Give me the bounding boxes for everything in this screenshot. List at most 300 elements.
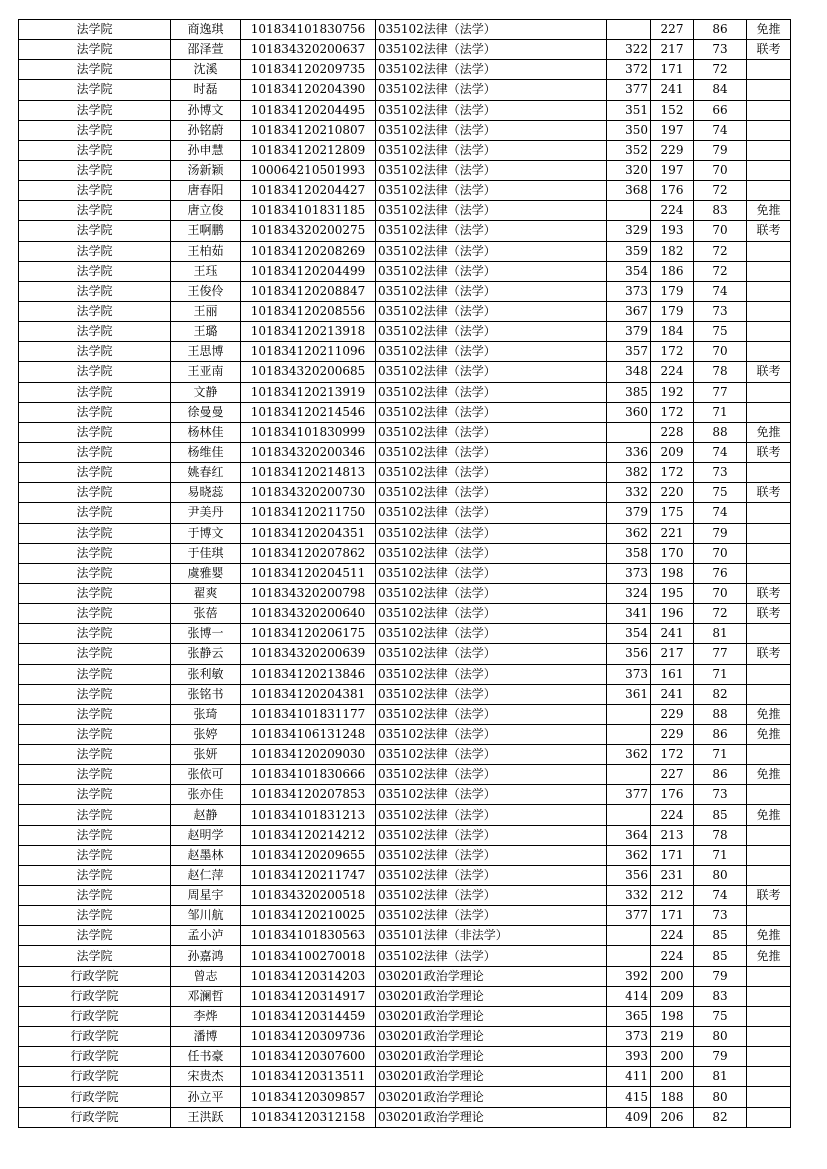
retest-score-cell: 171	[651, 845, 694, 865]
admission-type-cell	[747, 281, 791, 301]
admission-type-cell	[747, 745, 791, 765]
initial-score-cell: 356	[607, 865, 651, 885]
initial-score-cell: 365	[607, 1006, 651, 1026]
college-cell: 法学院	[19, 825, 171, 845]
table-row	[19, 906, 791, 926]
initial-score-cell: 373	[607, 281, 651, 301]
name-cell: 杨维佳	[171, 442, 241, 462]
initial-score-cell	[607, 926, 651, 946]
exam-id-cell: 101834120211096	[241, 342, 376, 362]
exam-id-cell: 101834120214546	[241, 402, 376, 422]
exam-id-cell: 101834120213919	[241, 382, 376, 402]
retest-score-cell: 224	[651, 926, 694, 946]
initial-score-cell	[607, 946, 651, 966]
major-cell: 035102法律（法学）	[376, 684, 607, 704]
table-row	[19, 120, 791, 140]
name-cell: 张妍	[171, 745, 241, 765]
admission-type-cell	[747, 60, 791, 80]
college-cell: 法学院	[19, 704, 171, 724]
table-row	[19, 1087, 791, 1107]
college-cell: 法学院	[19, 765, 171, 785]
major-cell: 035102法律（法学）	[376, 805, 607, 825]
college-cell: 法学院	[19, 543, 171, 563]
admission-type-cell	[747, 261, 791, 281]
retest-score-cell: 229	[651, 140, 694, 160]
initial-score-cell: 362	[607, 745, 651, 765]
retest-score-cell: 229	[651, 724, 694, 744]
name-cell: 孙申慧	[171, 140, 241, 160]
name-cell: 张婷	[171, 724, 241, 744]
table-row	[19, 181, 791, 201]
table-row	[19, 1047, 791, 1067]
college-cell: 法学院	[19, 845, 171, 865]
initial-score-cell	[607, 201, 651, 221]
name-cell: 商逸琪	[171, 20, 241, 40]
college-cell: 法学院	[19, 60, 171, 80]
initial-score-cell: 379	[607, 322, 651, 342]
college-cell: 法学院	[19, 281, 171, 301]
major-cell: 035102法律（法学）	[376, 160, 607, 180]
name-cell: 王思博	[171, 342, 241, 362]
retest-score-cell: 227	[651, 765, 694, 785]
retest-percent-cell: 84	[694, 80, 747, 100]
retest-score-cell: 197	[651, 160, 694, 180]
major-cell: 035102法律（法学）	[376, 402, 607, 422]
exam-id-cell: 101834101830756	[241, 20, 376, 40]
college-cell: 法学院	[19, 805, 171, 825]
retest-score-cell: 171	[651, 906, 694, 926]
retest-percent-cell: 79	[694, 966, 747, 986]
college-cell: 法学院	[19, 946, 171, 966]
major-cell: 035102法律（法学）	[376, 704, 607, 724]
retest-percent-cell: 83	[694, 986, 747, 1006]
table-row	[19, 80, 791, 100]
name-cell: 潘博	[171, 1027, 241, 1047]
major-cell: 035102法律（法学）	[376, 221, 607, 241]
initial-score-cell: 377	[607, 80, 651, 100]
table-row	[19, 644, 791, 664]
table-row	[19, 442, 791, 462]
major-cell: 035102法律（法学）	[376, 241, 607, 261]
exam-id-cell: 101834120212809	[241, 140, 376, 160]
college-cell: 法学院	[19, 503, 171, 523]
admission-type-cell	[747, 1087, 791, 1107]
retest-score-cell: 182	[651, 241, 694, 261]
name-cell: 曾志	[171, 966, 241, 986]
retest-percent-cell: 82	[694, 1107, 747, 1127]
college-cell: 法学院	[19, 140, 171, 160]
retest-percent-cell: 72	[694, 181, 747, 201]
table-row	[19, 966, 791, 986]
major-cell: 030201政治学理论	[376, 966, 607, 986]
retest-percent-cell: 78	[694, 825, 747, 845]
exam-id-cell: 100064210501993	[241, 160, 376, 180]
exam-id-cell: 101834320200518	[241, 886, 376, 906]
admission-type-cell: 联考	[747, 604, 791, 624]
name-cell: 赵墨林	[171, 845, 241, 865]
initial-score-cell: 352	[607, 140, 651, 160]
initial-score-cell: 379	[607, 503, 651, 523]
major-cell: 035102法律（法学）	[376, 100, 607, 120]
college-cell: 法学院	[19, 724, 171, 744]
initial-score-cell: 411	[607, 1067, 651, 1087]
college-cell: 法学院	[19, 221, 171, 241]
retest-score-cell: 241	[651, 624, 694, 644]
college-cell: 法学院	[19, 322, 171, 342]
college-cell: 法学院	[19, 442, 171, 462]
table-row	[19, 886, 791, 906]
retest-percent-cell: 71	[694, 845, 747, 865]
retest-percent-cell: 79	[694, 523, 747, 543]
major-cell: 035102法律（法学）	[376, 80, 607, 100]
retest-percent-cell: 73	[694, 40, 747, 60]
initial-score-cell: 359	[607, 241, 651, 261]
college-cell: 行政学院	[19, 1027, 171, 1047]
name-cell: 张琦	[171, 704, 241, 724]
exam-id-cell: 101834120208269	[241, 241, 376, 261]
exam-id-cell: 101834120309736	[241, 1027, 376, 1047]
name-cell: 杨林佳	[171, 422, 241, 442]
admission-type-cell	[747, 906, 791, 926]
college-cell: 法学院	[19, 342, 171, 362]
exam-id-cell: 101834120312158	[241, 1107, 376, 1127]
initial-score-cell: 336	[607, 442, 651, 462]
admission-type-cell	[747, 624, 791, 644]
admission-type-cell: 联考	[747, 644, 791, 664]
initial-score-cell: 354	[607, 624, 651, 644]
retest-percent-cell: 71	[694, 745, 747, 765]
retest-score-cell: 209	[651, 442, 694, 462]
admission-type-cell	[747, 684, 791, 704]
retest-score-cell: 200	[651, 1047, 694, 1067]
retest-score-cell: 186	[651, 261, 694, 281]
admission-type-cell	[747, 1006, 791, 1026]
table-row	[19, 724, 791, 744]
retest-percent-cell: 86	[694, 724, 747, 744]
exam-id-cell: 101834120309857	[241, 1087, 376, 1107]
name-cell: 王啊鹏	[171, 221, 241, 241]
initial-score-cell: 362	[607, 845, 651, 865]
name-cell: 邵泽萱	[171, 40, 241, 60]
retest-score-cell: 217	[651, 40, 694, 60]
college-cell: 法学院	[19, 644, 171, 664]
major-cell: 035102法律（法学）	[376, 745, 607, 765]
exam-id-cell: 101834120204351	[241, 523, 376, 543]
exam-id-cell: 101834320200730	[241, 483, 376, 503]
retest-score-cell: 188	[651, 1087, 694, 1107]
name-cell: 王亚南	[171, 362, 241, 382]
retest-score-cell: 228	[651, 422, 694, 442]
retest-score-cell: 241	[651, 684, 694, 704]
name-cell: 于佳琪	[171, 543, 241, 563]
admission-type-cell: 免推	[747, 201, 791, 221]
admission-type-cell	[747, 563, 791, 583]
initial-score-cell: 354	[607, 261, 651, 281]
admission-type-cell	[747, 825, 791, 845]
admission-type-cell: 免推	[747, 946, 791, 966]
name-cell: 王珏	[171, 261, 241, 281]
admission-type-cell: 免推	[747, 20, 791, 40]
major-cell: 035102法律（法学）	[376, 946, 607, 966]
major-cell: 035102法律（法学）	[376, 20, 607, 40]
initial-score-cell: 332	[607, 483, 651, 503]
retest-score-cell: 179	[651, 281, 694, 301]
exam-id-cell: 101834120204511	[241, 563, 376, 583]
retest-score-cell: 179	[651, 301, 694, 321]
major-cell: 035102法律（法学）	[376, 483, 607, 503]
exam-id-cell: 101834106131248	[241, 724, 376, 744]
retest-percent-cell: 81	[694, 624, 747, 644]
major-cell: 035102法律（法学）	[376, 845, 607, 865]
retest-percent-cell: 88	[694, 704, 747, 724]
table-row	[19, 201, 791, 221]
retest-percent-cell: 70	[694, 583, 747, 603]
name-cell: 王洪跃	[171, 1107, 241, 1127]
exam-id-cell: 101834120314203	[241, 966, 376, 986]
exam-id-cell: 101834101831185	[241, 201, 376, 221]
initial-score-cell: 367	[607, 301, 651, 321]
exam-id-cell: 101834320200637	[241, 40, 376, 60]
major-cell: 035102法律（法学）	[376, 140, 607, 160]
exam-id-cell: 101834120207862	[241, 543, 376, 563]
name-cell: 沈溪	[171, 60, 241, 80]
table-row	[19, 624, 791, 644]
admission-type-cell	[747, 986, 791, 1006]
table-row	[19, 362, 791, 382]
name-cell: 徐曼曼	[171, 402, 241, 422]
exam-id-cell: 101834120206175	[241, 624, 376, 644]
table-row	[19, 785, 791, 805]
college-cell: 法学院	[19, 664, 171, 684]
college-cell: 法学院	[19, 563, 171, 583]
initial-score-cell: 341	[607, 604, 651, 624]
retest-percent-cell: 74	[694, 442, 747, 462]
table-row	[19, 745, 791, 765]
name-cell: 张依可	[171, 765, 241, 785]
college-cell: 行政学院	[19, 1067, 171, 1087]
college-cell: 法学院	[19, 483, 171, 503]
admission-type-cell	[747, 160, 791, 180]
retest-score-cell: 200	[651, 966, 694, 986]
name-cell: 张铭书	[171, 684, 241, 704]
name-cell: 孙铭蔚	[171, 120, 241, 140]
retest-percent-cell: 72	[694, 604, 747, 624]
college-cell: 法学院	[19, 583, 171, 603]
retest-percent-cell: 85	[694, 946, 747, 966]
admission-type-cell	[747, 1027, 791, 1047]
table-row	[19, 604, 791, 624]
retest-percent-cell: 82	[694, 684, 747, 704]
college-cell: 法学院	[19, 120, 171, 140]
admission-type-cell	[747, 845, 791, 865]
college-cell: 法学院	[19, 20, 171, 40]
initial-score-cell: 372	[607, 60, 651, 80]
initial-score-cell: 350	[607, 120, 651, 140]
exam-id-cell: 101834101830666	[241, 765, 376, 785]
retest-percent-cell: 80	[694, 1027, 747, 1047]
name-cell: 汤新颖	[171, 160, 241, 180]
name-cell: 王柏茹	[171, 241, 241, 261]
name-cell: 易晓蕊	[171, 483, 241, 503]
retest-percent-cell: 77	[694, 382, 747, 402]
exam-id-cell: 101834320200639	[241, 644, 376, 664]
name-cell: 邹川航	[171, 906, 241, 926]
exam-id-cell: 101834120209030	[241, 745, 376, 765]
initial-score-cell: 377	[607, 785, 651, 805]
table-row	[19, 342, 791, 362]
admission-type-cell: 联考	[747, 40, 791, 60]
admission-type-cell: 联考	[747, 221, 791, 241]
name-cell: 李烨	[171, 1006, 241, 1026]
table-row	[19, 160, 791, 180]
initial-score-cell: 393	[607, 1047, 651, 1067]
college-cell: 法学院	[19, 80, 171, 100]
retest-score-cell: 224	[651, 362, 694, 382]
table-row	[19, 483, 791, 503]
retest-score-cell: 217	[651, 644, 694, 664]
table-row	[19, 825, 791, 845]
initial-score-cell: 415	[607, 1087, 651, 1107]
major-cell: 035102法律（法学）	[376, 281, 607, 301]
major-cell: 030201政治学理论	[376, 1027, 607, 1047]
admission-type-cell	[747, 120, 791, 140]
exam-id-cell: 101834120204390	[241, 80, 376, 100]
major-cell: 035102法律（法学）	[376, 322, 607, 342]
admission-type-cell	[747, 80, 791, 100]
initial-score-cell: 360	[607, 402, 651, 422]
table-row	[19, 986, 791, 1006]
name-cell: 唐春阳	[171, 181, 241, 201]
college-cell: 行政学院	[19, 1047, 171, 1067]
initial-score-cell: 385	[607, 382, 651, 402]
retest-percent-cell: 80	[694, 1087, 747, 1107]
initial-score-cell: 364	[607, 825, 651, 845]
major-cell: 035102法律（法学）	[376, 261, 607, 281]
retest-percent-cell: 73	[694, 785, 747, 805]
retest-score-cell: 213	[651, 825, 694, 845]
retest-percent-cell: 71	[694, 402, 747, 422]
retest-score-cell: 229	[651, 704, 694, 724]
exam-id-cell: 101834101830563	[241, 926, 376, 946]
name-cell: 张静云	[171, 644, 241, 664]
retest-percent-cell: 79	[694, 1047, 747, 1067]
admission-type-cell	[747, 523, 791, 543]
retest-score-cell: 176	[651, 181, 694, 201]
retest-percent-cell: 81	[694, 1067, 747, 1087]
major-cell: 030201政治学理论	[376, 986, 607, 1006]
major-cell: 030201政治学理论	[376, 1006, 607, 1026]
exam-id-cell: 101834120210025	[241, 906, 376, 926]
table-row	[19, 1027, 791, 1047]
college-cell: 法学院	[19, 745, 171, 765]
retest-score-cell: 152	[651, 100, 694, 120]
table-row	[19, 241, 791, 261]
retest-percent-cell: 75	[694, 1006, 747, 1026]
admission-type-cell	[747, 1107, 791, 1127]
admission-type-cell: 联考	[747, 442, 791, 462]
college-cell: 法学院	[19, 463, 171, 483]
major-cell: 035102法律（法学）	[376, 563, 607, 583]
table-row	[19, 704, 791, 724]
major-cell: 035102法律（法学）	[376, 120, 607, 140]
exam-id-cell: 101834120307600	[241, 1047, 376, 1067]
initial-score-cell: 373	[607, 1027, 651, 1047]
college-cell: 行政学院	[19, 1087, 171, 1107]
name-cell: 虞雅婴	[171, 563, 241, 583]
college-cell: 法学院	[19, 906, 171, 926]
initial-score-cell: 329	[607, 221, 651, 241]
exam-id-cell: 101834120204495	[241, 100, 376, 120]
college-cell: 行政学院	[19, 966, 171, 986]
major-cell: 035102法律（法学）	[376, 543, 607, 563]
retest-percent-cell: 70	[694, 543, 747, 563]
admission-type-cell	[747, 301, 791, 321]
retest-percent-cell: 74	[694, 503, 747, 523]
retest-score-cell: 219	[651, 1027, 694, 1047]
initial-score-cell	[607, 724, 651, 744]
major-cell: 035102法律（法学）	[376, 644, 607, 664]
admission-type-cell: 免推	[747, 704, 791, 724]
admission-type-cell	[747, 966, 791, 986]
admission-type-cell	[747, 322, 791, 342]
college-cell: 法学院	[19, 523, 171, 543]
college-cell: 法学院	[19, 40, 171, 60]
retest-percent-cell: 79	[694, 140, 747, 160]
college-cell: 法学院	[19, 160, 171, 180]
name-cell: 姚春红	[171, 463, 241, 483]
table-row	[19, 40, 791, 60]
initial-score-cell	[607, 422, 651, 442]
initial-score-cell: 382	[607, 463, 651, 483]
admission-type-cell: 免推	[747, 805, 791, 825]
initial-score-cell: 373	[607, 563, 651, 583]
retest-score-cell: 172	[651, 342, 694, 362]
retest-score-cell: 176	[651, 785, 694, 805]
name-cell: 赵明学	[171, 825, 241, 845]
major-cell: 035102法律（法学）	[376, 785, 607, 805]
college-cell: 法学院	[19, 604, 171, 624]
major-cell: 035102法律（法学）	[376, 301, 607, 321]
retest-score-cell: 224	[651, 201, 694, 221]
retest-percent-cell: 70	[694, 342, 747, 362]
retest-score-cell: 170	[651, 543, 694, 563]
major-cell: 035102法律（法学）	[376, 765, 607, 785]
table-row	[19, 845, 791, 865]
initial-score-cell: 414	[607, 986, 651, 1006]
name-cell: 孙博文	[171, 100, 241, 120]
major-cell: 030201政治学理论	[376, 1047, 607, 1067]
college-cell: 法学院	[19, 100, 171, 120]
retest-percent-cell: 80	[694, 865, 747, 885]
major-cell: 035102法律（法学）	[376, 503, 607, 523]
table-row	[19, 865, 791, 885]
retest-percent-cell: 86	[694, 765, 747, 785]
initial-score-cell	[607, 765, 651, 785]
retest-score-cell: 198	[651, 1006, 694, 1026]
admission-type-cell: 免推	[747, 724, 791, 744]
retest-score-cell: 192	[651, 382, 694, 402]
major-cell: 035102法律（法学）	[376, 906, 607, 926]
table-row	[19, 100, 791, 120]
score-table	[18, 19, 791, 1128]
college-cell: 法学院	[19, 362, 171, 382]
table-row	[19, 805, 791, 825]
college-cell: 法学院	[19, 886, 171, 906]
initial-score-cell: 377	[607, 906, 651, 926]
initial-score-cell: 357	[607, 342, 651, 362]
retest-percent-cell: 85	[694, 805, 747, 825]
retest-percent-cell: 70	[694, 221, 747, 241]
